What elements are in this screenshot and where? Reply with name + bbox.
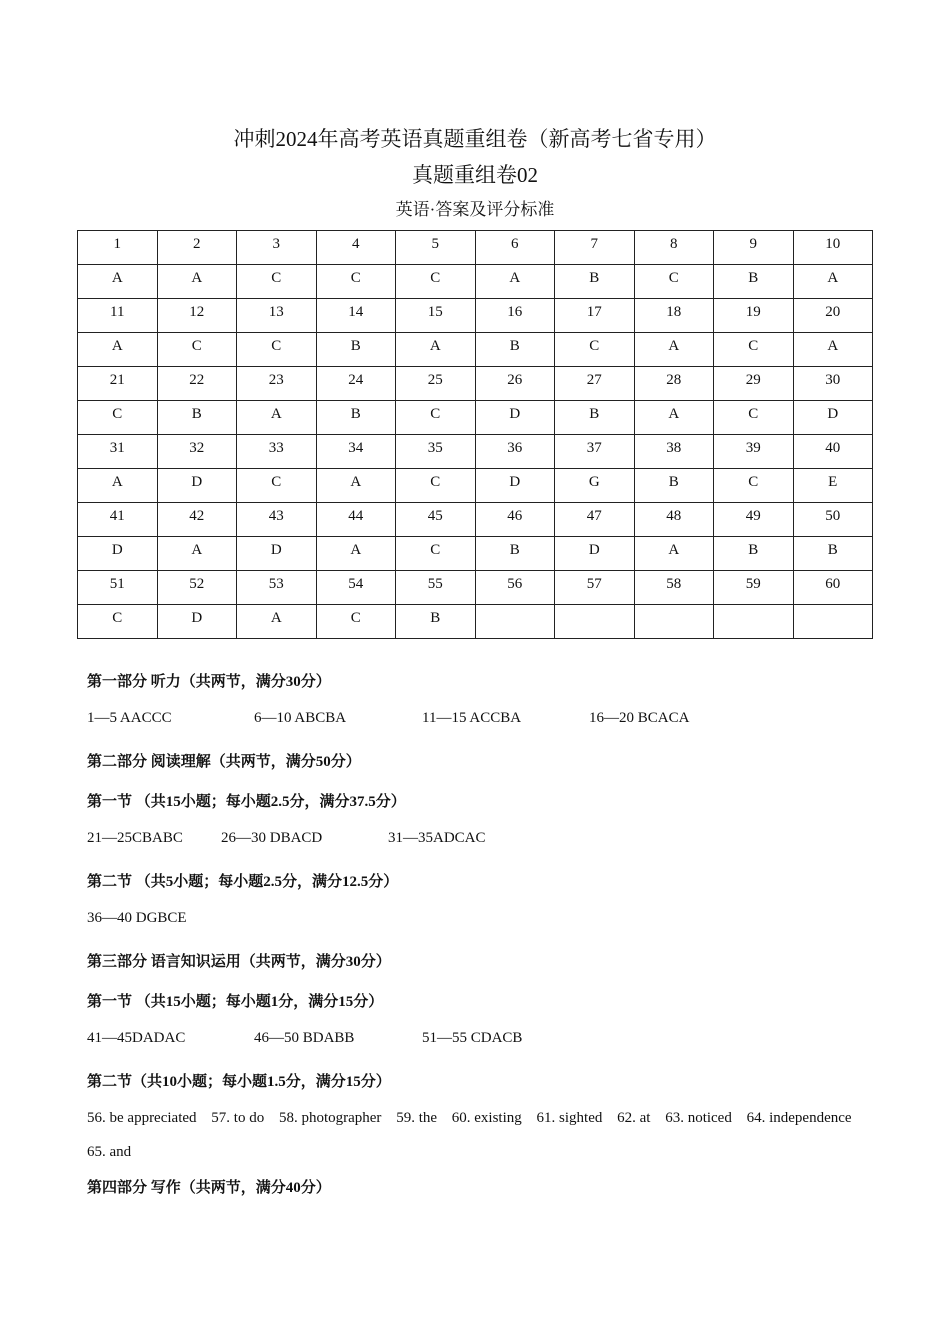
answer-cell: A — [237, 401, 317, 435]
answer-item: 57. to do — [211, 1110, 265, 1126]
answer-cell: D — [475, 401, 555, 435]
question-number-cell: 1 — [78, 231, 158, 265]
question-number-cell: 30 — [793, 367, 873, 401]
answer-cell: E — [793, 469, 873, 503]
question-number-cell: 3 — [237, 231, 317, 265]
question-number-cell: 53 — [237, 571, 317, 605]
answer-cell: A — [78, 333, 158, 367]
answer-cell: C — [78, 401, 158, 435]
answer-item: 63. noticed — [665, 1110, 732, 1126]
answer-cell: A — [237, 605, 317, 639]
answer-paragraph-part3-sec2 — [87, 1101, 865, 1169]
answer-cell: B — [793, 537, 873, 571]
answer-item: 59. the — [396, 1110, 438, 1126]
answer-cell: B — [714, 537, 794, 571]
question-number-cell: 15 — [396, 299, 476, 333]
question-number-cell: 20 — [793, 299, 873, 333]
answer-group: 1—5 AACCC — [87, 710, 172, 726]
answer-cell: C — [157, 333, 237, 367]
answer-cell: C — [316, 605, 396, 639]
answer-row — [78, 401, 873, 435]
answer-cell: C — [714, 333, 794, 367]
question-number-row — [78, 571, 873, 605]
answer-cell: A — [475, 265, 555, 299]
question-number-cell: 4 — [316, 231, 396, 265]
question-number-cell: 60 — [793, 571, 873, 605]
question-number-cell: 22 — [157, 367, 237, 401]
question-number-cell: 12 — [157, 299, 237, 333]
section-heading-part3-sec2: 第二节（共10小题；每小题1.5分，满分15分） — [87, 1074, 391, 1090]
page-caption: 英语·答案及评分标准 — [395, 200, 555, 219]
question-number-cell: 49 — [714, 503, 794, 537]
question-number-cell: 11 — [78, 299, 158, 333]
answer-row — [78, 265, 873, 299]
section-heading-part3: 第三部分 语言知识运用（共两节，满分30分） — [87, 954, 391, 970]
question-number-row — [78, 299, 873, 333]
question-number-cell: 54 — [316, 571, 396, 605]
question-number-cell: 7 — [555, 231, 635, 265]
question-number-cell: 36 — [475, 435, 555, 469]
question-number-cell: 57 — [555, 571, 635, 605]
question-number-cell: 59 — [714, 571, 794, 605]
section-heading-part1: 第一部分 听力（共两节，满分30分） — [87, 674, 331, 690]
answer-group: 46—50 BDABB — [254, 1030, 355, 1046]
answer-group: 11—15 ACCBA — [422, 710, 522, 726]
question-number-cell: 39 — [714, 435, 794, 469]
answer-group: 31—35ADCAC — [388, 830, 486, 846]
question-number-cell: 56 — [475, 571, 555, 605]
answer-cell: C — [237, 333, 317, 367]
answer-cell: A — [634, 333, 714, 367]
answer-table — [77, 230, 873, 639]
answer-row — [78, 537, 873, 571]
question-number-cell: 50 — [793, 503, 873, 537]
answer-cell: D — [475, 469, 555, 503]
question-number-cell: 25 — [396, 367, 476, 401]
answer-cell: A — [316, 537, 396, 571]
answer-cell: C — [78, 605, 158, 639]
question-number-cell: 23 — [237, 367, 317, 401]
question-number-row — [78, 503, 873, 537]
question-number-cell: 14 — [316, 299, 396, 333]
question-number-cell: 21 — [78, 367, 158, 401]
question-number-cell: 46 — [475, 503, 555, 537]
question-number-cell: 17 — [555, 299, 635, 333]
answer-row — [78, 333, 873, 367]
question-number-cell: 2 — [157, 231, 237, 265]
answer-cell: D — [555, 537, 635, 571]
question-number-cell: 35 — [396, 435, 476, 469]
question-number-cell: 44 — [316, 503, 396, 537]
answer-group: 21—25CBABC — [87, 830, 183, 846]
question-number-cell: 28 — [634, 367, 714, 401]
answer-cell: C — [237, 469, 317, 503]
question-number-cell: 38 — [634, 435, 714, 469]
question-number-cell: 13 — [237, 299, 317, 333]
question-number-cell: 32 — [157, 435, 237, 469]
answer-cell: D — [157, 469, 237, 503]
question-number-cell: 16 — [475, 299, 555, 333]
answer-cell: B — [634, 469, 714, 503]
answer-cell: D — [78, 537, 158, 571]
question-number-cell: 31 — [78, 435, 158, 469]
page-title: 冲刺2024年高考英语真题重组卷（新高考七省专用） — [233, 127, 717, 151]
answer-item: 60. existing — [451, 1110, 522, 1126]
answer-cell: D — [793, 401, 873, 435]
answer-cell: A — [793, 333, 873, 367]
question-number-cell: 58 — [634, 571, 714, 605]
section-heading-part2-sec1: 第一节 （共15小题；每小题2.5分，满分37.5分） — [87, 794, 406, 810]
question-number-cell: 48 — [634, 503, 714, 537]
answer-cell: A — [316, 469, 396, 503]
answer-cell: A — [634, 401, 714, 435]
question-number-cell: 45 — [396, 503, 476, 537]
question-number-row — [78, 367, 873, 401]
answer-item: 64. independence — [746, 1110, 852, 1126]
answer-cell: B — [396, 605, 476, 639]
answer-item: 61. sighted — [536, 1110, 603, 1126]
question-number-row — [78, 435, 873, 469]
answer-cell: A — [78, 265, 158, 299]
question-number-cell: 52 — [157, 571, 237, 605]
question-number-cell: 40 — [793, 435, 873, 469]
question-number-cell: 9 — [714, 231, 794, 265]
answer-cell: C — [714, 469, 794, 503]
answer-cell: C — [396, 537, 476, 571]
question-number-cell: 18 — [634, 299, 714, 333]
answer-cell: D — [157, 605, 237, 639]
answer-cell: A — [634, 537, 714, 571]
answer-cell: G — [555, 469, 635, 503]
question-number-cell: 51 — [78, 571, 158, 605]
answer-cell: B — [714, 265, 794, 299]
answer-item: 65. and — [87, 1144, 132, 1160]
answer-cell: B — [475, 537, 555, 571]
answer-cell: A — [157, 265, 237, 299]
answer-cell: A — [396, 333, 476, 367]
question-number-cell: 19 — [714, 299, 794, 333]
answer-cell: A — [793, 265, 873, 299]
answer-row — [78, 605, 873, 639]
question-number-cell: 29 — [714, 367, 794, 401]
answer-cell — [475, 605, 555, 639]
question-number-cell: 43 — [237, 503, 317, 537]
answer-cell: A — [157, 537, 237, 571]
question-number-cell: 55 — [396, 571, 476, 605]
answer-cell: C — [237, 265, 317, 299]
answer-item: 56. be appreciated — [87, 1110, 197, 1126]
answer-cell: B — [316, 401, 396, 435]
section-heading-part2: 第二部分 阅读理解（共两节，满分50分） — [87, 754, 361, 770]
question-number-cell: 26 — [475, 367, 555, 401]
question-number-cell: 5 — [396, 231, 476, 265]
answer-cell — [555, 605, 635, 639]
answer-cell: B — [475, 333, 555, 367]
answer-group: 36—40 DGBCE — [87, 910, 187, 926]
answer-group: 16—20 BCACA — [589, 710, 690, 726]
answer-row — [78, 469, 873, 503]
answer-group: 41—45DADAC — [87, 1030, 186, 1046]
answer-cell: B — [157, 401, 237, 435]
answer-group: 26—30 DBACD — [221, 830, 323, 846]
answer-cell: C — [316, 265, 396, 299]
question-number-cell: 41 — [78, 503, 158, 537]
answer-cell — [793, 605, 873, 639]
answer-cell: C — [714, 401, 794, 435]
section-heading-part3-sec1: 第一节 （共15小题；每小题1分，满分15分） — [87, 994, 384, 1010]
question-number-cell: 42 — [157, 503, 237, 537]
question-number-cell: 8 — [634, 231, 714, 265]
page-subtitle: 真题重组卷02 — [412, 163, 538, 187]
answer-cell: B — [316, 333, 396, 367]
section-heading-part2-sec2: 第二节 （共5小题；每小题2.5分，满分12.5分） — [87, 874, 399, 890]
answer-item: 58. photographer — [278, 1110, 382, 1126]
answer-cell: C — [634, 265, 714, 299]
answer-cell — [714, 605, 794, 639]
answer-cell: A — [78, 469, 158, 503]
answer-item: 62. at — [617, 1110, 651, 1126]
question-number-cell: 10 — [793, 231, 873, 265]
answer-group: 6—10 ABCBA — [254, 710, 347, 726]
answer-cell: C — [396, 401, 476, 435]
answer-cell: C — [555, 333, 635, 367]
answer-cell: C — [396, 469, 476, 503]
question-number-cell: 33 — [237, 435, 317, 469]
section-heading-part4: 第四部分 写作（共两节，满分40分） — [87, 1180, 331, 1196]
question-number-row — [78, 231, 873, 265]
question-number-cell: 24 — [316, 367, 396, 401]
question-number-cell: 47 — [555, 503, 635, 537]
question-number-cell: 37 — [555, 435, 635, 469]
answer-cell: D — [237, 537, 317, 571]
question-number-cell: 27 — [555, 367, 635, 401]
question-number-cell: 6 — [475, 231, 555, 265]
answer-cell — [634, 605, 714, 639]
answer-cell: B — [555, 265, 635, 299]
answer-group: 51—55 CDACB — [422, 1030, 523, 1046]
question-number-cell: 34 — [316, 435, 396, 469]
answer-cell: B — [555, 401, 635, 435]
answer-cell: C — [396, 265, 476, 299]
